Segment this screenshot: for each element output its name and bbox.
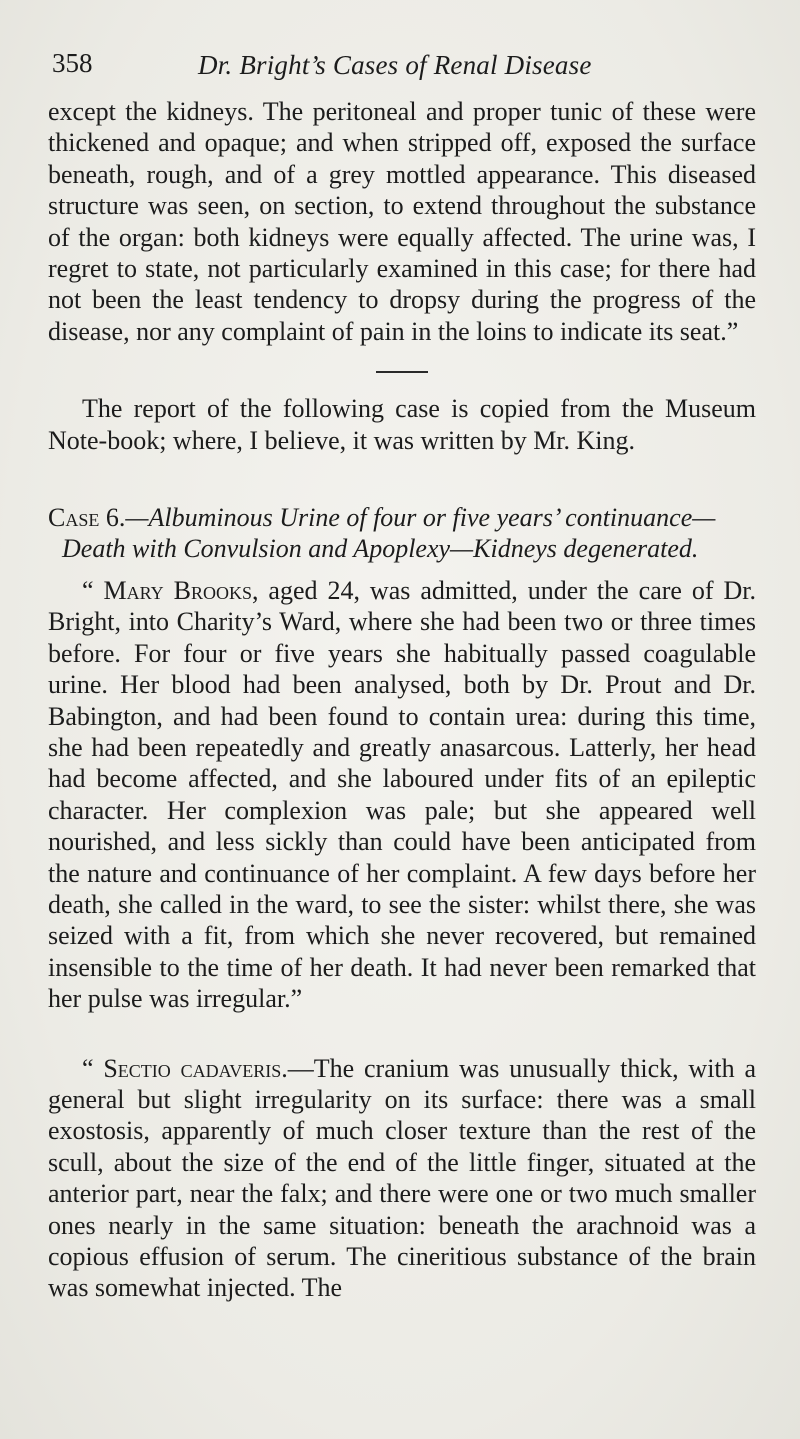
page-number: 358 [52, 48, 93, 78]
running-title: Dr. Bright’s Cases of Renal Disease [198, 50, 592, 80]
paragraph-sectio-cadaveris [48, 1053, 756, 1304]
patient-name: Mary Brooks [103, 575, 252, 605]
opening-quote: “ [82, 1053, 104, 1083]
case-report-text: , aged 24, was admitted, under the care of Dr. Bright, into Charity’s Ward, where she had been two or three times before. For four or five years she habitually passed coagulable urine. Her blood had been analysed, both by Dr. Prout and Dr. Babington, and had been found to contain urea: during this time, she had been repeatedly and greatly anasarcous. Latterly, her head had become affected, and she laboured under fits of an epileptic character. Her complexion was pale; but she appeared well nourished, and less sickly than could have been anticipated from the nature and continuance of her complaint. A few days before her death, she called in the ward, to see the sister: whilst there, she was seized with a fit, from which she never recovered, but remained insensible to the time of her death. It had never been remarked that her pulse was irregular.” [48, 575, 757, 1014]
case-label: Case 6. [48, 503, 126, 533]
case-heading [48, 502, 756, 565]
paragraph-case-report [48, 575, 756, 1015]
running-head [48, 42, 756, 86]
opening-quote: “ [82, 575, 104, 605]
paragraph-continuation: except the kidneys. The peritoneal and proper tunic of these were thickened and opaque; and when stripped off, exposed the surface beneath, rough, and of a grey mottled appearance. This diseased structure was seen, on section, to extend throughout the substance of the organ: both kidneys were equally affected. The urine was, I regret to state, not particularly examined in this case; for there had not been the least tendency to dropsy during the progress of the disease, nor any complaint of pain in the loins to indicate its seat.” [48, 97, 756, 346]
paragraph-museum-note: The report of the following case is copied from the Museum Note-book; where, I believe, it was written by Mr. King. [48, 394, 756, 455]
sectio-text: —The cranium was unusually thick, with a general but slight irregularity on its surface: there was a small exostosis, apparently of much closer texture than the rest of the scull, about the size of the end of the little finger, situated at the anterior part, near the falx; and there were one or two much smaller ones nearly in the same situation: beneath the arachnoid was a copious effusion of serum. The cineritious substance of the brain was somewhat injected. The [48, 1053, 756, 1303]
section-divider-rule [376, 371, 428, 373]
case-title-line1: —Albuminous Urine of four or five years’ continuance— [125, 503, 716, 533]
sectio-label: Sectio cadaveris. [103, 1053, 288, 1083]
case-title-line2: Death with Convulsion and Apoplexy—Kidneys degenerated. [62, 534, 699, 564]
